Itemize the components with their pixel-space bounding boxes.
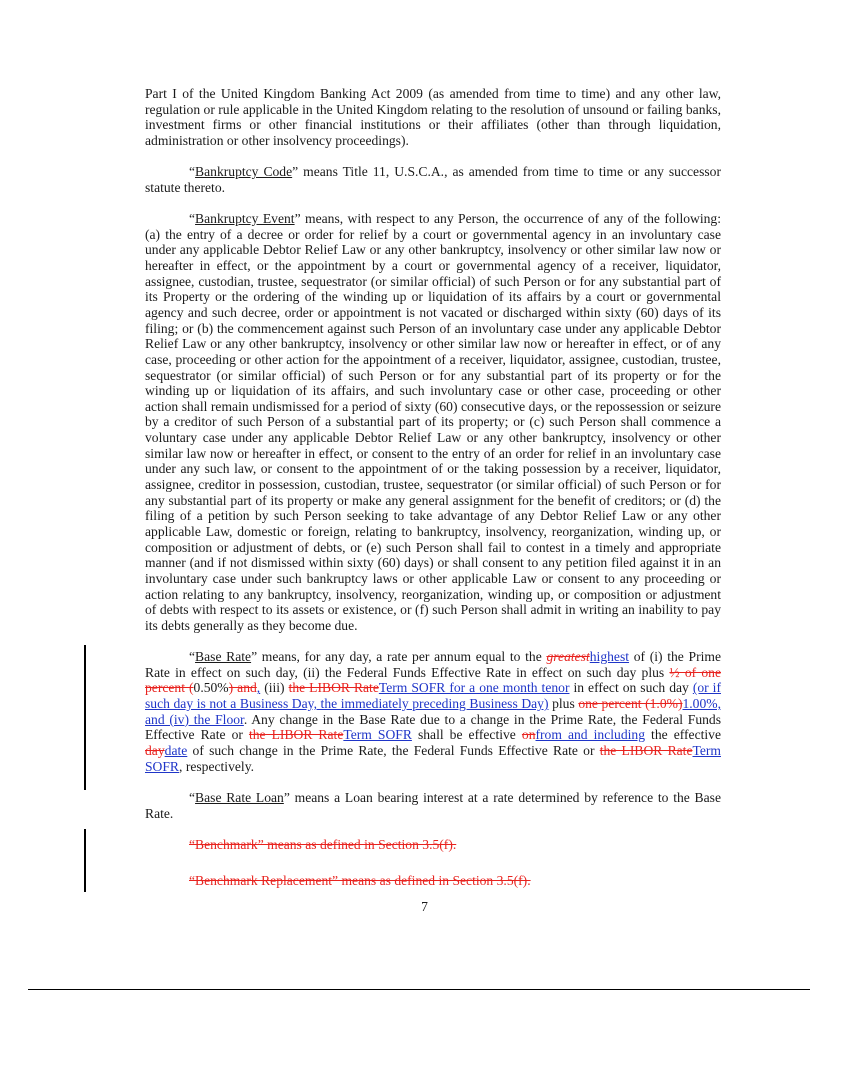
deleted-text: day [145, 743, 165, 759]
change-bar-base-rate [84, 645, 86, 790]
base-rate-loan-definition: “Base Rate Loan” means a Loan bearing interest at a rate determined by reference to the Base Rate. [145, 789, 721, 821]
intro-paragraph: Part I of the United Kingdom Banking Act 2009 (as amended from time to time) and any other law, regulation or rule applicable in the United Kingdom relating to the resolution of unsound or failing banks, investment firms or other financial institutions or their affiliates (other than through liquidation, administration or other insolvency proceedings). [145, 86, 721, 148]
defined-term-bankruptcy-event: Bankruptcy Event [195, 210, 295, 226]
inserted-text: from and including [535, 727, 645, 743]
document-body [145, 86, 721, 910]
deleted-text: the LIBOR Rate [599, 743, 693, 759]
inserted-text: Term SOFR for a one month tenor [378, 680, 570, 696]
deleted-text: greatest [546, 649, 590, 665]
deleted-benchmark-replacement-definition: “Benchmark Replacement” means as defined in Section 3.5(f). [189, 873, 531, 889]
inserted-text: Term SOFR [343, 727, 412, 743]
deleted-text: the LIBOR Rate [248, 727, 344, 743]
deleted-text: ½ of one percent ( [145, 664, 721, 696]
defined-term-base-rate: Base Rate [195, 649, 252, 665]
inserted-text: date [164, 743, 188, 759]
inserted-text: highest [589, 649, 630, 665]
page-number: 7 [421, 899, 428, 914]
deleted-text: the LIBOR Rate [288, 680, 379, 696]
inserted-text: Term SOFR [145, 743, 721, 774]
defined-term-bankruptcy-code: Bankruptcy Code [195, 164, 293, 180]
deleted-text: on [521, 727, 536, 743]
footer-divider [28, 989, 810, 990]
deleted-text: one percent (1.0%) [578, 696, 683, 712]
bankruptcy-code-definition: “Bankruptcy Code” means Title 11, U.S.C.A., as amended from time to time or any successor statute thereto. [145, 164, 721, 195]
change-bar-benchmark [84, 829, 86, 892]
bankruptcy-event-definition: “Bankruptcy Event” means, with respect to any Person, the occurrence of any of the following: (a) the entry of a decree or order for relief by a court or governmental agency in an involuntary case under any applicable Debtor Relief Law or any other bankruptcy, insolvency or other similar law now or hereafter in effect, or the appointment by a court or governmental agency of a receiver, liquidator, assignee, custodian, trustee, sequestrator (or similar official) of such Person or for any substantial part of its Property or the ordering of the winding up or liquidation of its affairs by a court or governmental agency and such decree, order or appointment is not vacated or discharged within sixty (60) days of its filing; or (b) the commencement against such Person of an involuntary case under any applicable Debtor Relief Law or any other bankruptcy, insolvency or other similar law now or hereafter in effect, or of any case, proceeding or other action for the appointment of a receiver, liquidator, assignee, custodian, trustee, sequestrator (or similar official) of such Person or for any substantial part of its property or for the winding up or liquidation of its affairs, and such involuntary case or other case, proceeding or other action shall remain undismissed for a period of sixty (60) consecutive days, or the repossession or seizure by a creditor of such Person of a substantial part of its property; or (c) such Person shall commence a voluntary case under any applicable Debtor Relief Law or any other bankruptcy, insolvency or other similar law now or hereafter in effect, or consent to the entry of an order for relief in an involuntary case under any such law, or consent to the appointment of or the taking possession by a receiver, liquidator, assignee, creditor in possession, custodian, trustee, sequestrator (or similar official) of such Person or for any substantial part of its property or make any general assignment for the benefit of creditors; or (d) the filing of a petition by such Person seeking to take advantage of any Debtor Relief Law or any other applicable Law, domestic or foreign, relating to bankruptcy, insolvency, reorganization, winding up, or composition or adjustment of debts, or (e) such Person shall fail to contest in a timely and appropriate manner (and if not dismissed within sixty (60) days) or shall consent to any petition filed against it in an involuntary case under such bankruptcy laws or other applicable Law or consent to any proceeding or action relating to any bankruptcy, insolvency, reorganization, winding up, or composition or adjustment of debts with respect to its assets or existence, or (f) such Person shall admit in writing an inability to pay its debts generally as they become due. [145, 210, 722, 633]
inserted-text: , [256, 680, 261, 696]
deleted-text: ) and [228, 680, 257, 696]
inserted-text: (or if such day is not a Business Day, the immediately preceding Business Day) [145, 680, 721, 712]
defined-term-base-rate-loan: Base Rate Loan [195, 789, 284, 805]
deleted-benchmark-definition: “Benchmark” means as defined in Section 3.5(f). [189, 836, 457, 852]
base-rate-definition: “Base Rate” means, for any day, a rate per annum equal to the greatesthighest of (i) the Prime Rate in effect on such day, (ii) the Federal Funds Effective Rate in effect on such day plus ½ of one percent (0.50%) and, (iii) the LIBOR RateTerm SOFR for a one month tenor in effect on such day (or if such day is not a Business Day, the immediately preceding Business Day) plus one percent (1.0%)1.00%, and (iv) the Floor. Any change in the Base Rate due to a change in the Prime Rate, the Federal Funds Effective Rate or the LIBOR RateTerm SOFR shall be effective onfrom and including the effective daydate of such change in the Prime Rate, the Federal Funds Effective Rate or the LIBOR RateTerm SOFR, respectively. [145, 649, 722, 774]
inserted-text: 1.00%, and (iv) the Floor [145, 696, 721, 727]
